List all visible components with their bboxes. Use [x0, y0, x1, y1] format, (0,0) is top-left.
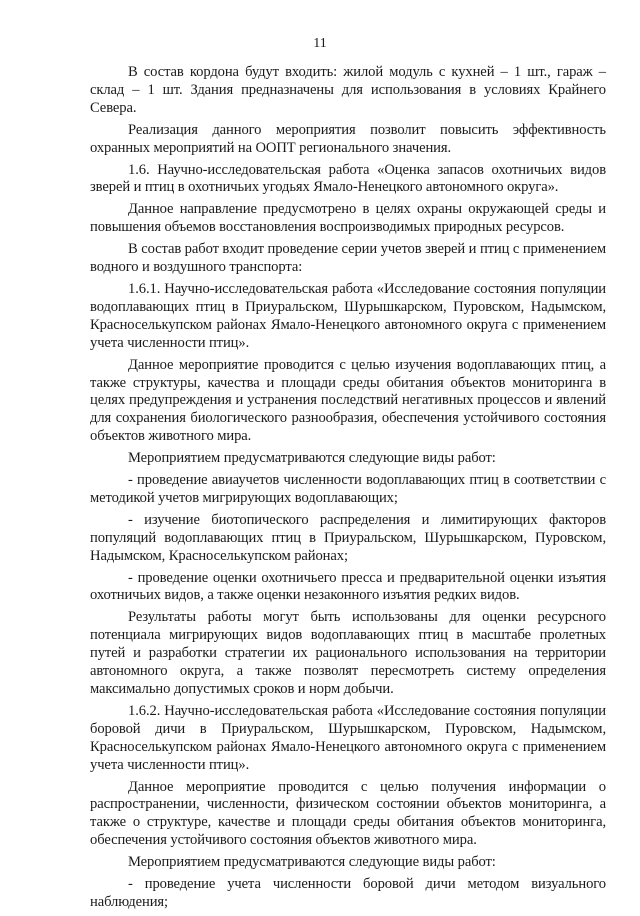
paragraph: Данное мероприятие проводится с целью получения информации о распространении, численности, физическом состоянии объектов мониторинга, а также о структуре, качестве и площади среды обитания объектов мониторинга, обеспечения устойчивого состояния объектов животного мира.: [90, 778, 606, 849]
page-number: 11: [313, 36, 327, 51]
paragraph: В состав работ входит проведение серии учетов зверей и птиц с применением водного и воздушного транспорта:: [90, 241, 606, 276]
section-heading: 1.6. Научно-исследовательская работа «Оценка запасов охотничьих видов зверей и птиц в охотничьих угодьях Ямало-Ненецкого автономного округа».: [90, 161, 606, 196]
section-heading: 1.6.2. Научно-исследовательская работа «Исследование состояния популяции боровой дичи в Приуральском, Шурышкарском, Пуровском, Надымском, Красноселькупском районах Ямало-Ненецкого автономного округа с применением учета численности птиц».: [90, 702, 606, 773]
paragraph: Мероприятием предусматриваются следующие виды работ:: [128, 854, 496, 871]
paragraph: Реализация данного мероприятия позволит повысить эффективность охранных мероприятий на ООПТ регионального значения.: [90, 121, 606, 156]
paragraph: Мероприятием предусматриваются следующие виды работ:: [128, 450, 496, 467]
paragraph: Данное направление предусмотрено в целях охраны окружающей среды и повышения объемов восстановления воспроизводимых природных ресурсов.: [90, 201, 606, 236]
bullet-item: - проведение учета численности боровой дичи методом визуального наблюдения;: [90, 876, 606, 910]
document-body: [90, 64, 606, 916]
bullet-item: - проведение оценки охотничьего пресса и предварительной оценки изъятия охотничьих видов, а также оценки незаконного изъятия редких видов.: [90, 569, 606, 604]
paragraph: Данное мероприятие проводится с целью изучения водоплавающих птиц, а также структуры, качества и площади среды обитания объектов мониторинга в целях предупреждения и устранения последствий негативных процессов и явлений для сохранения биологического разнообразия, обеспечения устойчивого состояния объектов животного мира.: [90, 356, 606, 445]
paragraph: Результаты работы могут быть использованы для оценки ресурсного потенциала мигрирующих видов водоплавающих птиц в масштабе пролетных путей и разработки стратегии их рационального использования на территории автономного округа, а также позволят пересмотреть систему определения максимально допустимых сроков и норм добычи.: [90, 609, 606, 697]
bullet-item: - проведение авиаучетов численности водоплавающих птиц в соответствии с методикой учетов мигрирующих водоплавающих;: [90, 472, 606, 506]
section-heading: 1.6.1. Научно-исследовательская работа «Исследование состояния популяции водоплавающих птиц в Приуральском, Шурышкарском, Пуровском, Надымском, Красноселькупском районах Ямало-Ненецкого автономного округа с применением учета численности птиц».: [90, 280, 606, 351]
paragraph: В состав кордона будут входить: жилой модуль с кухней – 1 шт., гараж – склад – 1 шт. Здания предназначены для использования в условиях Крайнего Севера.: [90, 64, 606, 116]
bullet-item: - изучение биотопического распределения и лимитирующих факторов популяций водоплавающих птиц в Приуральском, Шурышкарском, Пуровском, Надымском, Красноселькупском районах;: [90, 511, 606, 564]
